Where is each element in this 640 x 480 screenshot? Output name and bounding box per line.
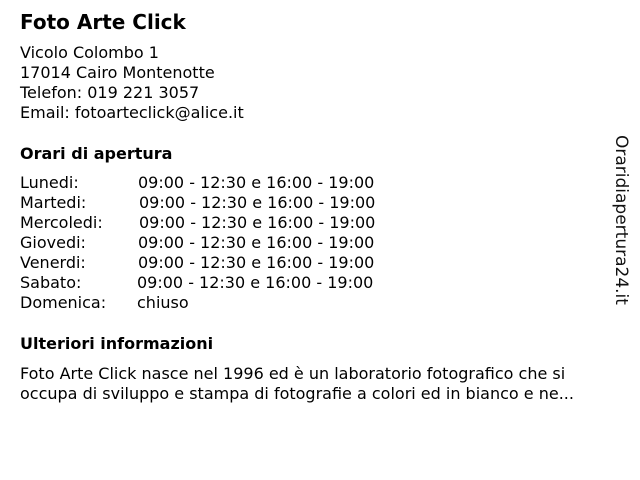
description-line-1: Foto Arte Click nasce nel 1996 ed è un laboratorio fotografico che si	[20, 364, 566, 383]
day-label: Giovedi:	[20, 233, 86, 252]
day-label: Martedi:	[20, 193, 87, 212]
business-name: Foto Arte Click	[20, 10, 186, 34]
day-label: Lunedi:	[20, 173, 79, 192]
address-block	[20, 43, 244, 123]
watermark	[611, 135, 635, 315]
time-value: 09:00 - 12:30 e 16:00 - 19:00	[139, 213, 376, 232]
time-value: 09:00 - 12:30 e 16:00 - 19:00	[138, 173, 375, 192]
watermark-text: Oraridiapertura24.it	[611, 135, 631, 305]
more-info-title: Ulteriori informazioni	[20, 334, 214, 353]
day-label: Mercoledi:	[20, 213, 103, 232]
description-line-2: occupa di sviluppo e stampa di fotografie a colori ed in bianco e ne...	[20, 384, 574, 403]
more-info-description	[20, 364, 630, 404]
day-label: Domenica:	[20, 293, 107, 312]
opening-hours-title: Orari di apertura	[20, 144, 173, 163]
time-value: 09:00 - 12:30 e 16:00 - 19:00	[139, 193, 376, 212]
email-line: Email: fotoarteclick@alice.it	[20, 103, 244, 122]
time-value: 09:00 - 12:30 e 16:00 - 19:00	[137, 273, 374, 292]
address-line-1: Vicolo Colombo 1	[20, 43, 159, 62]
day-label: Sabato:	[20, 273, 82, 292]
address-line-2: 17014 Cairo Montenotte	[20, 63, 215, 82]
time-value: chiuso	[137, 293, 189, 312]
phone-line: Telefon: 019 221 3057	[20, 83, 200, 102]
time-value: 09:00 - 12:30 e 16:00 - 19:00	[138, 233, 375, 252]
day-label: Venerdi:	[20, 253, 86, 272]
time-value: 09:00 - 12:30 e 16:00 - 19:00	[138, 253, 375, 272]
